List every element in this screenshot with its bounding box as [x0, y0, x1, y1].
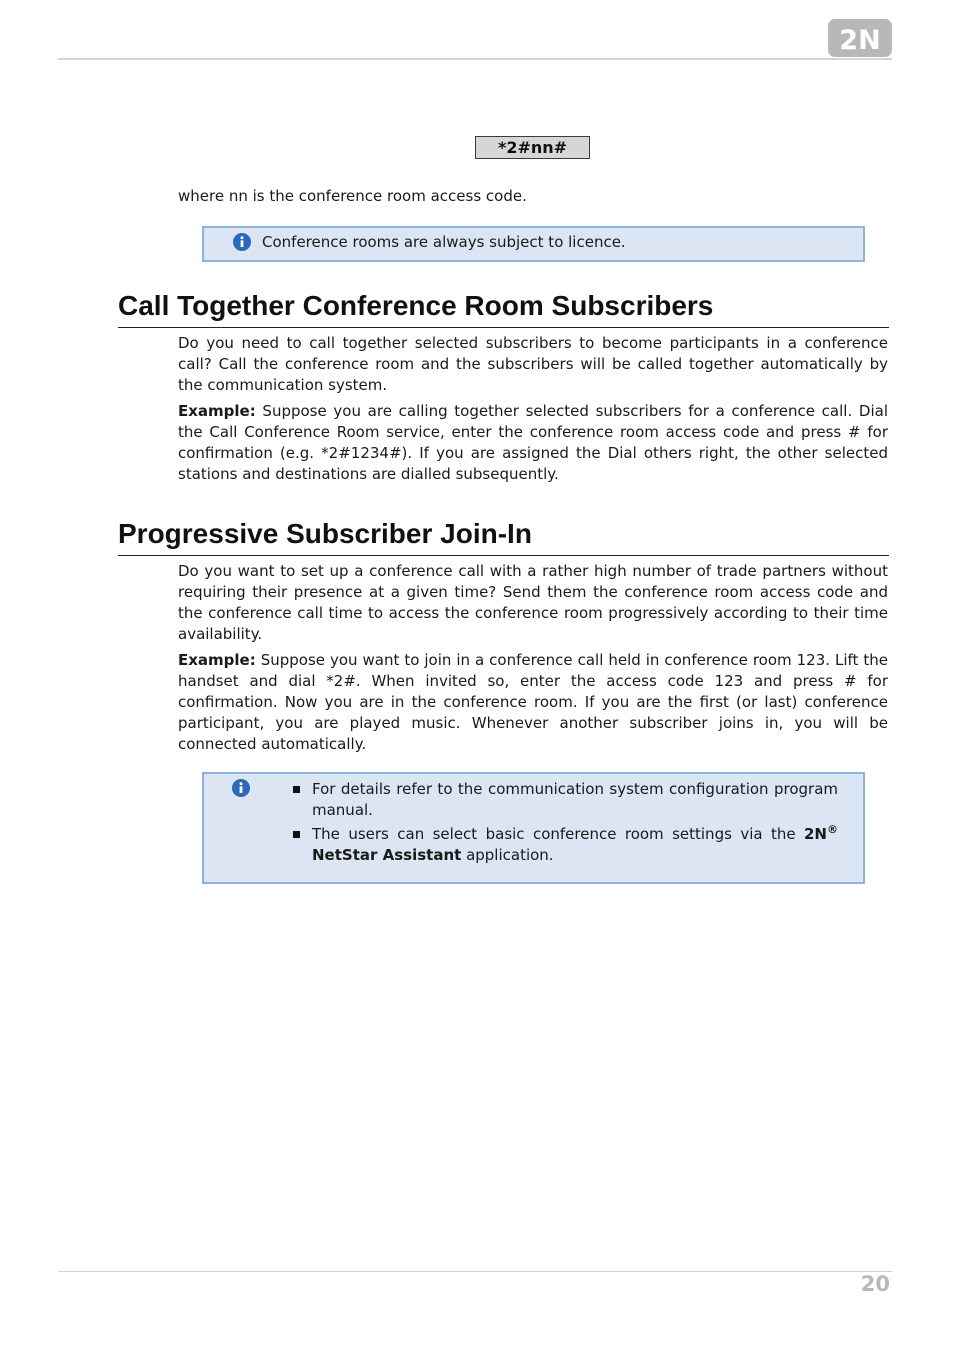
page-number: 20 [860, 1272, 890, 1296]
registered-mark: ® [827, 823, 838, 836]
example-label: Example: [178, 402, 256, 420]
note-bullet-list [292, 779, 838, 869]
section-heading-call-together: Call Together Conference Room Subscribers [118, 289, 889, 328]
info-icon [233, 233, 251, 251]
bullet-square-icon [293, 831, 300, 838]
note-text: Conference rooms are always subject to licence. [262, 233, 626, 251]
details-note [202, 772, 865, 884]
info-icon [232, 779, 250, 797]
section-heading-progressive-join: Progressive Subscriber Join-In [118, 517, 889, 556]
bullet-text: The users can select basic conference room settings via the [312, 825, 804, 843]
bullet-text: For details refer to the communication system configuration program manual. [312, 780, 838, 819]
dial-code-box: *2#nn# [475, 136, 590, 159]
brand-logo [828, 19, 892, 57]
where-text: where nn is the conference room access code. [178, 187, 527, 205]
footer-rule [58, 1271, 892, 1272]
list-item [292, 779, 838, 821]
section1-paragraph: Do you need to call together selected subscribers to become participants in a conference call? Call the conference room and the subscribers will be called together automatically by the communication system. [178, 334, 888, 394]
example-text: Suppose you want to join in a conference call held in conference room 123. Lift the handset and dial *2#. When invited so, enter the access code 123 and press # for confirmation. Now you are in the conference room. If you are the first (or last) conference participant, you are played music. Whenever another subscriber joins in, you will be connected automatically. [178, 651, 888, 753]
example-text: Suppose you are calling together selected subscribers for a conference call. Dial the Call Conference Room service, enter the conference room access code and press # for confirmation (e.g. *2#1234#). If you are assigned the Dial others right, the other selected stations and destinations are dialled subsequently. [178, 402, 888, 483]
logo-text: 2N [839, 25, 881, 56]
bullet-text-end: application. [461, 846, 554, 864]
section2-example [178, 650, 888, 755]
section2-paragraph: Do you want to set up a conference call with a rather high number of trade partners without requiring their presence at a given time? Send them the conference room access code and the conference call time to access the conference room progressively according to their time availability. [178, 562, 888, 643]
product-name: NetStar Assistant [312, 846, 462, 864]
example-label: Example: [178, 651, 256, 669]
licence-note [202, 226, 865, 262]
brand-name: 2N [804, 825, 827, 843]
section1-example [178, 401, 888, 485]
header-rule [58, 58, 892, 60]
bullet-square-icon [293, 786, 300, 793]
list-item [292, 824, 838, 866]
